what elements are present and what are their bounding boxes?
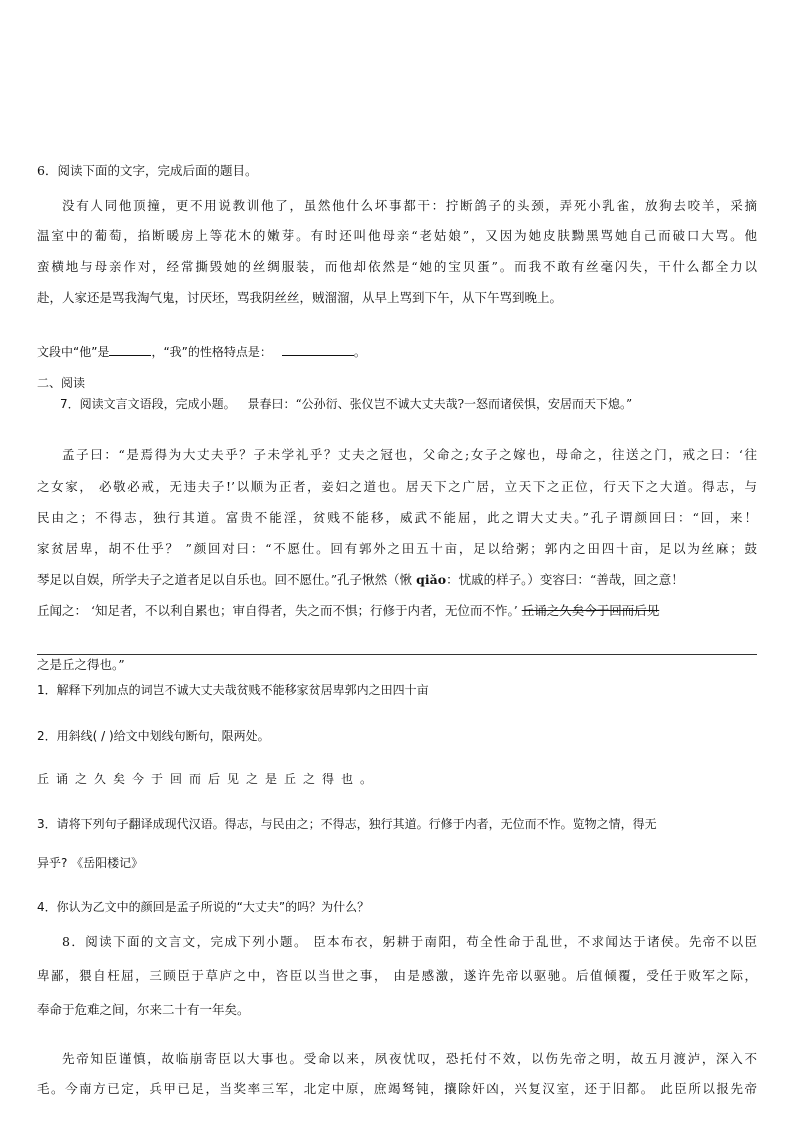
q7-line6-a: 丘闻之： ‘知足者，不以利自累也；审自得者，失之而不惧；行修于内者，无位而不怍。’ xyxy=(37,603,518,618)
q7-text-line-5 xyxy=(37,571,757,589)
q7-line5-a: 琴足以自娱，所学夫子之道者足以自乐也。回不愿仕。”孔子愀然（愀 xyxy=(37,572,417,587)
q6-paragraph-line-2: 温室中的葡萄，掐断暖房上等花木的嫩芽。有时还叫他母亲“老姑娘”，又因为她皮肤黝黑骂她自己而破口大骂。他 xyxy=(37,228,757,243)
q7-text-line-1: 孟子曰：“是焉得为大丈夫乎？子未学礼乎？丈夫之冠也，父命之;女子之嫁也，母命之，往送之门，戒之曰：‘往 xyxy=(62,447,757,462)
q6-question-part-c: 。 xyxy=(353,345,366,359)
q7-title: 7．阅读文言文语段，完成小题。 xyxy=(60,397,236,411)
q6-question-part-b: ，“我”的性格特点是： xyxy=(151,345,272,359)
q6-question xyxy=(37,342,757,361)
q8-line-4: 先帝知臣谨慎，故临崩寄臣以大事也。受命以来，夙夜忧叹，恐托付不效，以伤先帝之明，故五月渡泸，深入不 xyxy=(62,1051,757,1066)
q6-title: 6．阅读下面的文字，完成后面的题目。 xyxy=(37,163,258,178)
section-heading: 二、阅读 xyxy=(37,376,86,390)
q6-question-part-a: 文段中“他”是 xyxy=(37,345,110,359)
subquestion-2-text: 丘诵之久矣今于回而后见之是丘之得也。 xyxy=(37,772,380,786)
q7-text-line-4: 家贫居卑，胡不仕乎？ ”颜回对曰：“不愿仕。回有郭外之田五十亩，足以给粥；郭内之田四十亩，足以为丝麻；鼓 xyxy=(37,541,757,556)
q7-jingchun: 景春曰：“公孙衍、张仪岂不诚大丈夫哉?一怒而诸侯惧，安居而天下熄。” xyxy=(247,397,633,411)
q6-paragraph-line-3: 蛮横地与母亲作对，经常撕毁她的丝绸服装，而他却依然是“她的宝贝蛋”。而我不敢有丝毫闪失，干什么都全力以 xyxy=(37,259,757,274)
underline-rule xyxy=(37,654,757,655)
subquestion-4: 4．你认为乙文中的颜回是孟子所说的“大丈夫”的吗？为什么？ xyxy=(37,900,370,914)
q6-paragraph-line-1: 没有人同他顶撞，更不用说教训他了，虽然他什么坏事都干：拧断鸽子的头颈，弄死小乳雀，放狗去咬羊，采摘 xyxy=(62,198,757,213)
q7-text-line-7: 之是丘之得也。” xyxy=(37,657,125,672)
q7-title-line xyxy=(60,395,780,413)
subquestion-3-line-1: 3．请将下列句子翻译成现代汉语。得志，与民由之；不得志，独行其道。行修于内者，无位而不怍。览物之情，得无 xyxy=(37,817,657,831)
answer-blank-2[interactable] xyxy=(282,342,354,356)
subquestion-2: 2．用斜线( / )给文中划线句断句，限两处。 xyxy=(37,729,270,743)
q8-line-2: 卑鄙，猥自枉屈，三顾臣于草庐之中，咨臣以当世之事， 由是感激，遂许先帝以驱驰。后值倾覆，受任于败军之际， xyxy=(37,968,757,983)
answer-blank-1[interactable] xyxy=(109,342,151,356)
underlined-sentence: 丘诵之久矣今于回而后见 xyxy=(521,603,660,618)
q8-line-3: 奉命于危难之间，尔来二十有一年矣。 xyxy=(37,1002,250,1017)
subquestion-3-line-2: 异乎? 《岳阳楼记》 xyxy=(37,856,144,870)
q7-text-line-3: 民由之；不得志，独行其道。富贵不能淫，贫贱不能移，威武不能屈，此之谓大丈夫。”孔子谓颜回曰：“回，来！ xyxy=(37,510,757,525)
q8-line-5: 毛。今南方已定，兵甲已足，当奖率三军，北定中原，庶竭驽钝，攘除奸凶，兴复汉室，还于旧都。 此臣所以报先帝 xyxy=(37,1081,757,1096)
q8-line-1: 8．阅读下面的文言文，完成下列小题。 臣本布衣，躬耕于南阳，苟全性命于乱世，不求闻达于诸侯。先帝不以臣 xyxy=(62,934,757,949)
pinyin-qiao: qiǎo xyxy=(416,572,447,587)
q7-text-line-2: 之女家， 必敬必戒，无违夫子!’以顺为正者，妾妇之道也。居天下之广居，立天下之正位，行天下之大道。得志，与 xyxy=(37,479,757,494)
q7-text-line-6 xyxy=(37,602,757,620)
q7-line5-c: ：忧戚的样子。）变容曰：“善哉，回之意！ xyxy=(446,572,684,587)
q6-paragraph-line-4: 赴，人家还是骂我淘气鬼，讨厌坯，骂我阴丝丝，贼溜溜，从早上骂到下午，从下午骂到晚上。 xyxy=(37,290,563,305)
subquestion-1: 1．解释下列加点的词岂不诚大丈夫哉贫贱不能移家贫居卑郭内之田四十亩 xyxy=(37,683,429,697)
